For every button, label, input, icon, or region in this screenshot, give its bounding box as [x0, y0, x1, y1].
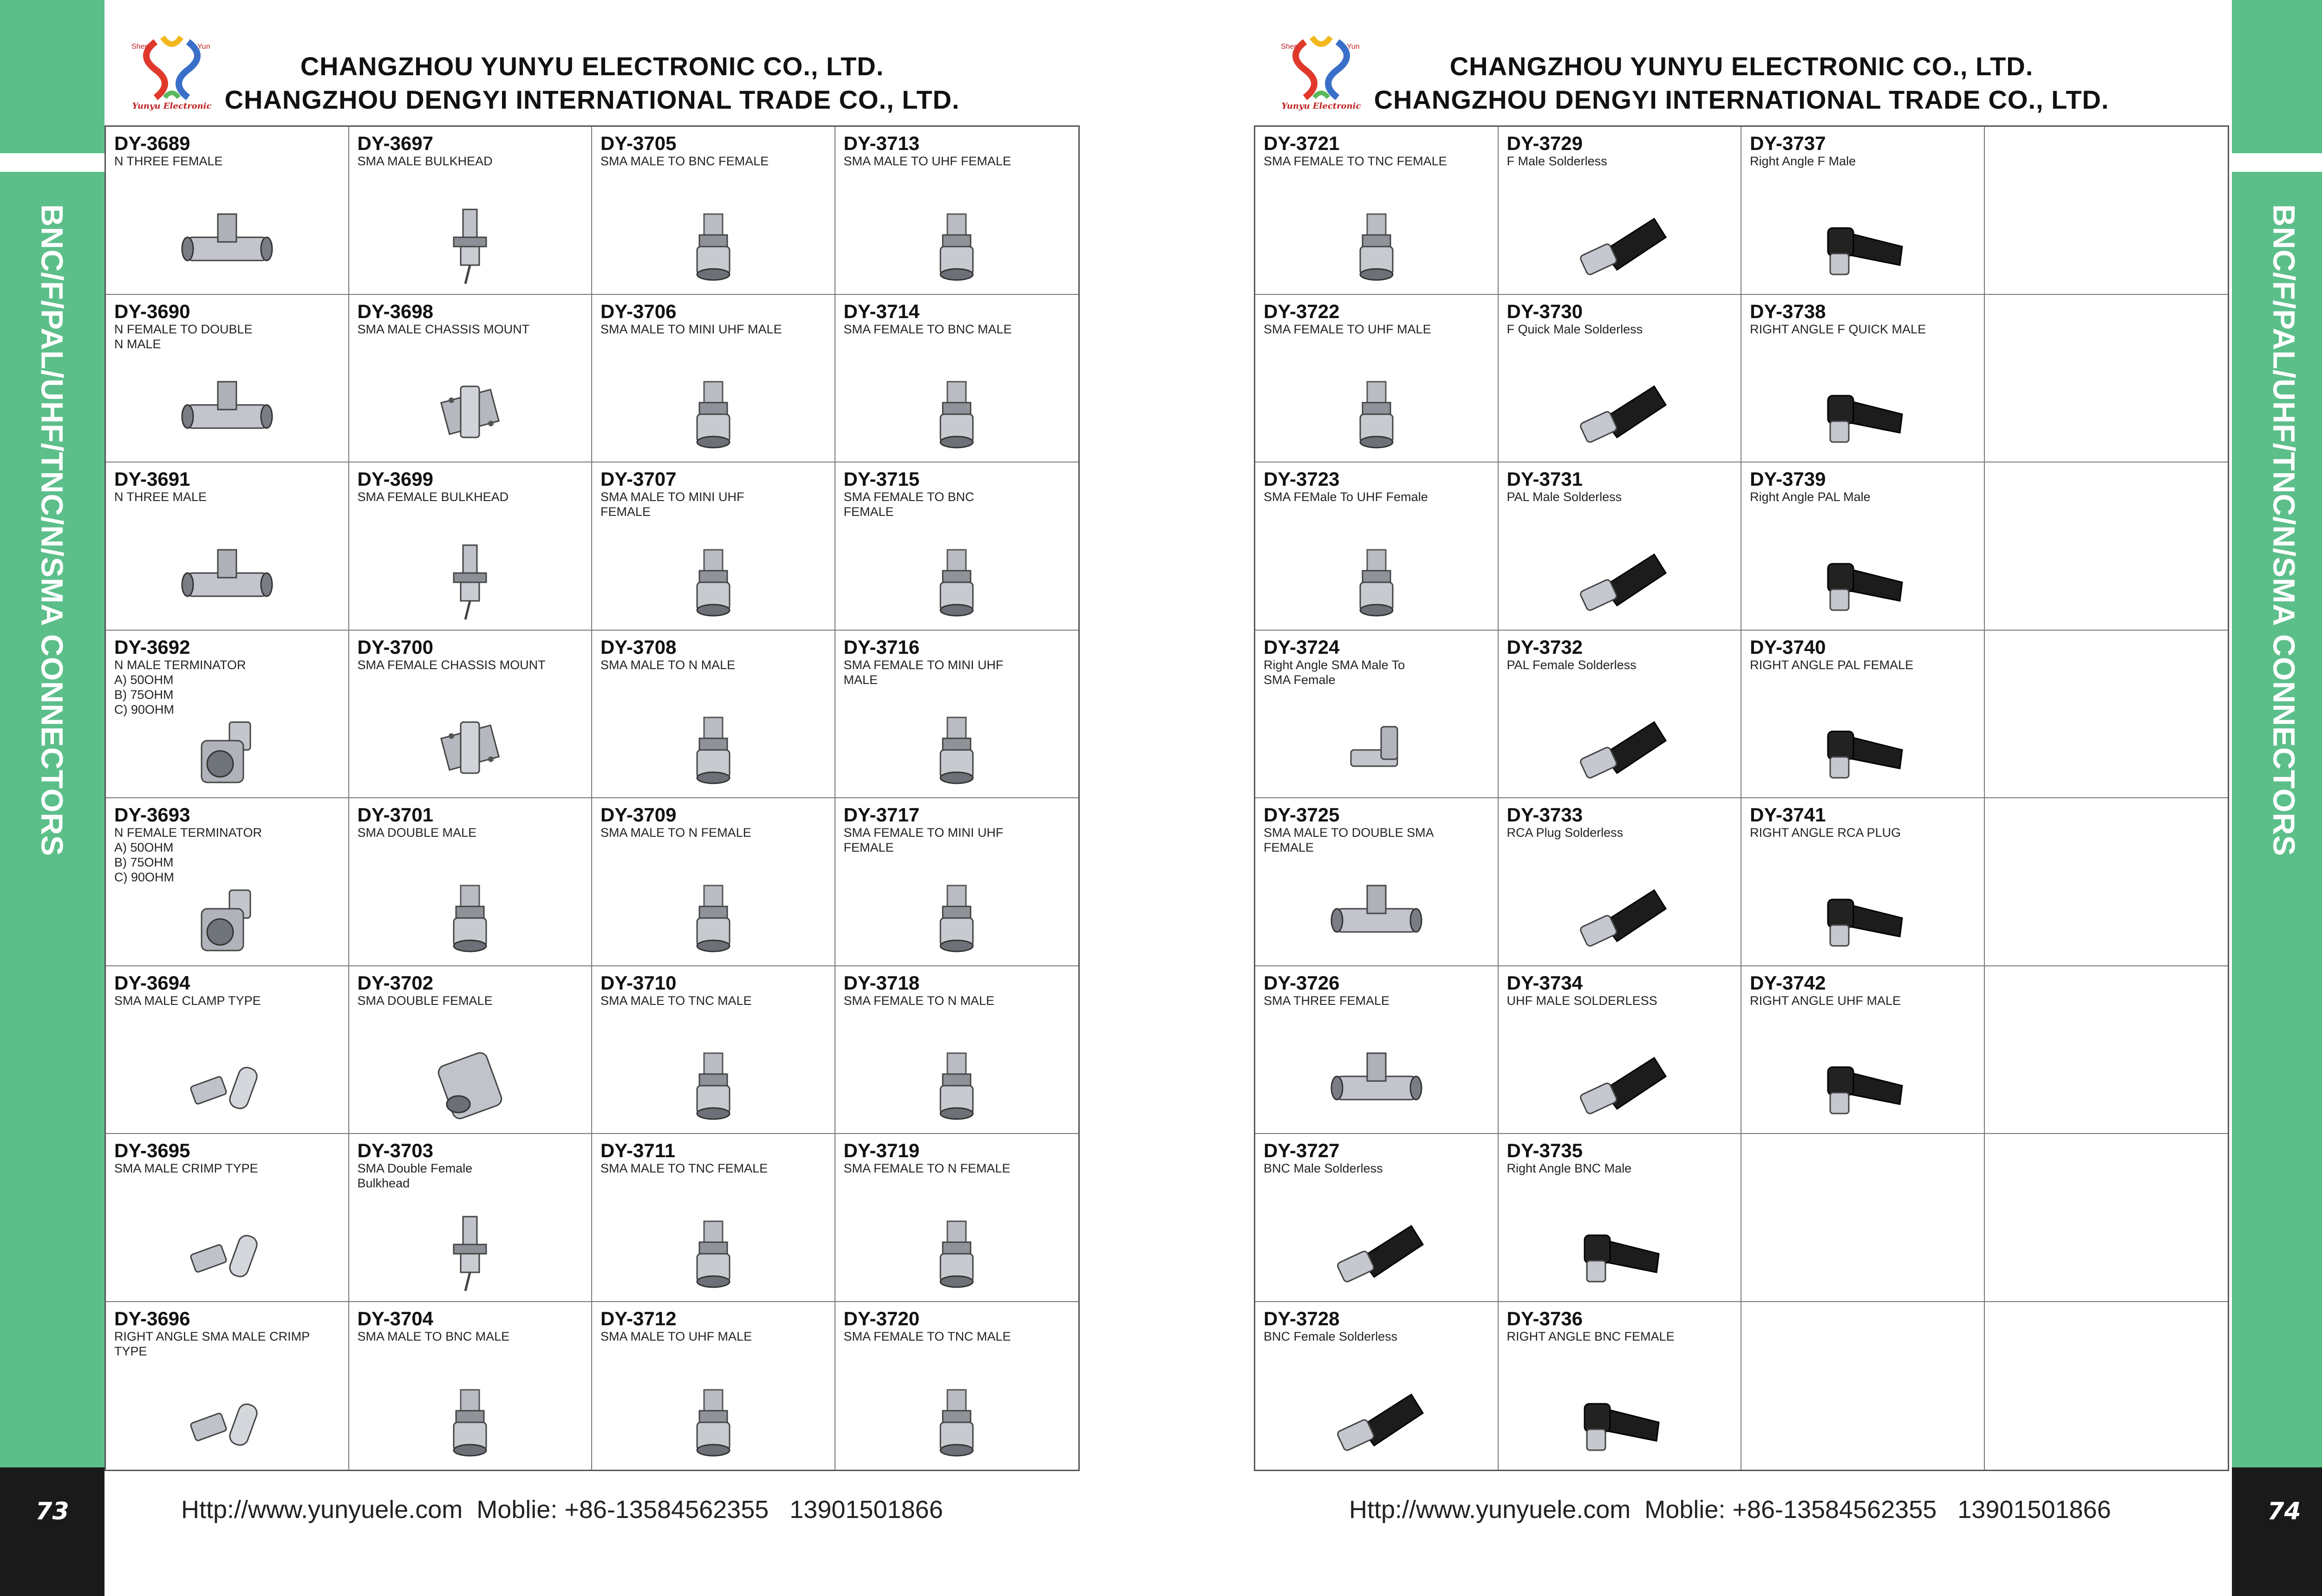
logo-text: Yunyu Electronic — [132, 101, 212, 111]
plug-boot-icon — [1566, 1039, 1673, 1127]
adapter-icon — [1323, 536, 1430, 624]
product-description: PAL Female Solderless — [1507, 658, 1637, 672]
product-cell — [835, 1134, 1079, 1302]
product-cell — [349, 463, 593, 631]
product-code: DY-3730 — [1507, 300, 1583, 322]
product-description: F Quick Male Solderless — [1507, 322, 1643, 336]
product-description: SMA FEMALE TO UHF MALE — [1264, 322, 1431, 336]
adapter-icon — [903, 1376, 1010, 1464]
product-code: DY-3720 — [843, 1307, 920, 1329]
product-description: N FEMALE TO DOUBLE N MALE — [114, 322, 253, 351]
product-cell — [349, 1302, 593, 1470]
product-cell — [1499, 127, 1742, 295]
right-angle-plug-icon — [1809, 704, 1916, 792]
product-description: SMA Double Female Bulkhead — [357, 1161, 473, 1190]
product-code: DY-3699 — [357, 468, 433, 490]
right-side-band — [2232, 0, 2322, 1596]
product-description: SMA MALE TO MINI UHF MALE — [600, 322, 782, 336]
product-cell — [835, 966, 1079, 1134]
product-description: UHF MALE SOLDERLESS — [1507, 993, 1657, 1008]
product-code: DY-3736 — [1507, 1307, 1583, 1329]
product-code: DY-3712 — [600, 1307, 677, 1329]
product-cell — [592, 295, 835, 463]
product-cell — [349, 631, 593, 799]
product-code: DY-3693 — [114, 804, 190, 826]
product-cell — [106, 966, 349, 1134]
product-description: SMA FEMale To UHF Female — [1264, 490, 1428, 504]
crimp-connector-icon — [174, 1207, 280, 1296]
product-code: DY-3721 — [1264, 132, 1340, 154]
adapter-icon — [660, 1376, 767, 1464]
product-cell — [349, 966, 593, 1134]
product-code: DY-3692 — [114, 636, 190, 658]
page-number: 74 — [2267, 1498, 2301, 1525]
product-description: SMA FEMALE TO BNC FEMALE — [843, 490, 974, 519]
product-code: DY-3715 — [843, 468, 920, 490]
tee-connector-icon — [174, 368, 280, 456]
product-cell — [592, 798, 835, 966]
product-cell — [835, 1302, 1079, 1470]
company-name-1: CHANGZHOU YUNYU ELECTRONIC CO., LTD. — [300, 52, 884, 81]
product-description: SMA MALE CLAMP TYPE — [114, 993, 261, 1008]
product-cell — [592, 1302, 835, 1470]
product-cell — [1499, 798, 1742, 966]
product-cell — [1255, 631, 1499, 799]
tee-connector-icon — [1323, 1039, 1430, 1127]
product-description: SMA FEMALE CHASSIS MOUNT — [357, 658, 546, 672]
product-description: RIGHT ANGLE RCA PLUG — [1750, 826, 1901, 840]
product-code: DY-3701 — [357, 804, 433, 826]
product-description: SMA MALE TO TNC FEMALE — [600, 1161, 768, 1175]
product-code: DY-3718 — [843, 971, 920, 994]
product-description: SMA MALE TO TNC MALE — [600, 993, 752, 1008]
adapter-icon — [660, 704, 767, 792]
adapter-icon — [660, 872, 767, 960]
product-cell — [835, 631, 1079, 799]
left-side-band — [0, 0, 104, 1596]
chassis-connector-icon — [417, 368, 523, 456]
product-cell — [1255, 798, 1499, 966]
logo-text: Yunyu Electronic — [1281, 101, 1361, 111]
product-description: N FEMALE TERMINATOR A) 50OHM B) 75OHM C) 90OHM — [114, 826, 262, 884]
product-code: DY-3700 — [357, 636, 433, 658]
product-code: DY-3716 — [843, 636, 920, 658]
product-cell — [1255, 127, 1499, 295]
product-description: SMA THREE FEMALE — [1264, 993, 1390, 1008]
product-cell — [1742, 631, 1985, 799]
page-number: 73 — [35, 1498, 69, 1525]
adapter-icon — [660, 1039, 767, 1127]
side-green-top — [0, 0, 104, 153]
company-name-2: CHANGZHOU DENGYI INTERNATIONAL TRADE CO., LTD. — [224, 85, 960, 114]
right-angle-plug-icon — [1566, 1376, 1673, 1464]
empty-cell — [1742, 1302, 1985, 1470]
company-logo: Shen Yun Yunyu Electronic — [123, 33, 221, 116]
barrel-connector-icon — [417, 1039, 523, 1127]
product-description: SMA MALE TO N MALE — [600, 658, 736, 672]
adapter-icon — [660, 368, 767, 456]
product-code: DY-3698 — [357, 300, 433, 322]
elbow-adapter-icon — [1323, 704, 1430, 792]
empty-cell — [1985, 1302, 2228, 1470]
product-cell — [1742, 463, 1985, 631]
product-cell — [1255, 463, 1499, 631]
adapter-icon — [903, 368, 1010, 456]
product-cell — [349, 1134, 593, 1302]
tee-connector-icon — [1323, 872, 1430, 960]
bulkhead-connector-icon — [417, 200, 523, 288]
plug-boot-icon — [1566, 704, 1673, 792]
right-angle-plug-icon — [1809, 1039, 1916, 1127]
product-description: Right Angle PAL Male — [1750, 490, 1871, 504]
product-description: SMA FEMALE TO MINI UHF FEMALE — [843, 826, 1004, 854]
adapter-icon — [417, 872, 523, 960]
product-description: BNC Female Solderless — [1264, 1329, 1398, 1343]
product-code: DY-3732 — [1507, 636, 1583, 658]
product-cell — [835, 798, 1079, 966]
crimp-connector-icon — [174, 1039, 280, 1127]
product-cell — [106, 295, 349, 463]
product-cell — [835, 295, 1079, 463]
product-code: DY-3710 — [600, 971, 677, 994]
adapter-icon — [903, 704, 1010, 792]
product-cell — [1742, 295, 1985, 463]
product-code: DY-3704 — [357, 1307, 433, 1329]
product-grid — [104, 125, 1080, 1471]
product-description: F Male Solderless — [1507, 154, 1607, 168]
product-cell — [349, 295, 593, 463]
product-cell — [592, 966, 835, 1134]
empty-cell — [1985, 127, 2228, 295]
company-name-1: CHANGZHOU YUNYU ELECTRONIC CO., LTD. — [1449, 52, 2034, 81]
plug-boot-icon — [1323, 1376, 1430, 1464]
contact-line: Http://www.yunyuele.com Moblie: +86-13584562355 13901501866 — [181, 1496, 943, 1524]
right-angle-plug-icon — [1809, 536, 1916, 624]
empty-cell — [1985, 463, 2228, 631]
right-angle-plug-icon — [1809, 200, 1916, 288]
adapter-icon — [903, 200, 1010, 288]
product-cell — [835, 463, 1079, 631]
product-description: SMA DOUBLE FEMALE — [357, 993, 493, 1008]
terminator-icon — [174, 872, 280, 960]
adapter-icon — [660, 1207, 767, 1296]
product-description: SMA MALE BULKHEAD — [357, 154, 493, 168]
product-cell — [1499, 295, 1742, 463]
product-cell — [1499, 463, 1742, 631]
product-cell — [349, 798, 593, 966]
product-description: SMA MALE TO DOUBLE SMA FEMALE — [1264, 826, 1434, 854]
product-code: DY-3703 — [357, 1140, 433, 1161]
product-description: PAL Male Solderless — [1507, 490, 1622, 504]
plug-boot-icon — [1566, 368, 1673, 456]
product-description: RIGHT ANGLE BNC FEMALE — [1507, 1329, 1675, 1343]
product-cell — [349, 127, 593, 295]
adapter-icon — [903, 1207, 1010, 1296]
plug-boot-icon — [1566, 536, 1673, 624]
product-code: DY-3727 — [1264, 1140, 1340, 1161]
product-code: DY-3702 — [357, 971, 433, 994]
product-description: SMA FEMALE TO N FEMALE — [843, 1161, 1011, 1175]
product-description: SMA MALE TO BNC FEMALE — [600, 154, 769, 168]
product-code: DY-3696 — [114, 1307, 190, 1329]
chassis-connector-icon — [417, 704, 523, 792]
product-code: DY-3728 — [1264, 1307, 1340, 1329]
product-cell — [106, 1302, 349, 1470]
product-cell — [1499, 1302, 1742, 1470]
adapter-icon — [417, 1376, 523, 1464]
product-cell — [1499, 631, 1742, 799]
product-cell — [835, 127, 1079, 295]
empty-cell — [1985, 631, 2228, 799]
empty-cell — [1985, 1134, 2228, 1302]
plug-boot-icon — [1566, 200, 1673, 288]
side-black-foot — [2232, 1467, 2322, 1596]
product-code: DY-3706 — [600, 300, 677, 322]
page-header — [104, 28, 1080, 121]
adapter-icon — [660, 200, 767, 288]
product-code: DY-3690 — [114, 300, 190, 322]
product-cell — [1742, 966, 1985, 1134]
product-description: N THREE MALE — [114, 490, 207, 504]
adapter-icon — [660, 536, 767, 624]
product-cell — [1499, 1134, 1742, 1302]
page-footer — [1254, 1495, 2229, 1532]
product-cell — [1255, 1134, 1499, 1302]
product-description: RIGHT ANGLE SMA MALE CRIMP TYPE — [114, 1329, 310, 1358]
product-code: DY-3694 — [114, 971, 190, 994]
product-description: RIGHT ANGLE F QUICK MALE — [1750, 322, 1926, 336]
product-description: SMA MALE TO UHF MALE — [600, 1329, 752, 1343]
product-cell — [1742, 798, 1985, 966]
product-cell — [592, 631, 835, 799]
product-description: SMA FEMALE TO MINI UHF MALE — [843, 658, 1004, 687]
product-cell — [1255, 1302, 1499, 1470]
terminator-icon — [174, 704, 280, 792]
side-green-top — [2232, 0, 2322, 153]
product-code: DY-3724 — [1264, 636, 1340, 658]
product-description: SMA MALE TO UHF FEMALE — [843, 154, 1011, 168]
product-code: DY-3714 — [843, 300, 920, 322]
product-description: Right Angle F Male — [1750, 154, 1856, 168]
empty-cell — [1985, 798, 2228, 966]
product-code: DY-3725 — [1264, 804, 1340, 826]
plug-boot-icon — [1323, 1207, 1430, 1296]
product-code: DY-3742 — [1750, 971, 1826, 994]
adapter-icon — [903, 536, 1010, 624]
product-description: SMA FEMALE TO BNC MALE — [843, 322, 1012, 336]
product-code: DY-3689 — [114, 132, 190, 154]
product-code: DY-3707 — [600, 468, 677, 490]
product-description: SMA MALE TO BNC MALE — [357, 1329, 510, 1343]
product-code: DY-3711 — [600, 1140, 676, 1161]
product-description: SMA FEMALE TO N MALE — [843, 993, 995, 1008]
product-code: DY-3729 — [1507, 132, 1583, 154]
product-description: Right Angle SMA Male To SMA Female — [1264, 658, 1405, 687]
product-description: RIGHT ANGLE UHF MALE — [1750, 993, 1901, 1008]
product-code: DY-3734 — [1507, 971, 1583, 994]
product-description: SMA MALE TO N FEMALE — [600, 826, 751, 840]
product-description: SMA FEMALE TO TNC MALE — [843, 1329, 1011, 1343]
right-angle-plug-icon — [1809, 368, 1916, 456]
product-cell — [106, 463, 349, 631]
product-description: SMA FEMALE BULKHEAD — [357, 490, 509, 504]
side-title: BNC/F/PAL/UHF/TNC/N/SMA CONNECTORS — [35, 204, 70, 857]
side-title: BNC/F/PAL/UHF/TNC/N/SMA CONNECTORS — [2267, 204, 2302, 857]
tee-connector-icon — [174, 536, 280, 624]
page-73 — [104, 0, 1080, 1596]
product-code: DY-3708 — [600, 636, 677, 658]
plug-boot-icon — [1566, 872, 1673, 960]
product-code: DY-3723 — [1264, 468, 1340, 490]
product-code: DY-3722 — [1264, 300, 1340, 322]
product-code: DY-3739 — [1750, 468, 1826, 490]
bulkhead-connector-icon — [417, 536, 523, 624]
product-code: DY-3691 — [114, 468, 190, 490]
product-cell — [106, 127, 349, 295]
right-angle-plug-icon — [1566, 1207, 1673, 1296]
product-cell — [1255, 295, 1499, 463]
product-description: N MALE TERMINATOR A) 50OHM B) 75OHM C) 90OHM — [114, 658, 246, 717]
contact-line: Http://www.yunyuele.com Moblie: +86-13584562355 13901501866 — [1349, 1496, 2111, 1524]
product-code: DY-3731 — [1507, 468, 1583, 490]
product-code: DY-3705 — [600, 132, 677, 154]
product-code: DY-3741 — [1750, 804, 1826, 826]
product-cell — [106, 798, 349, 966]
page-footer — [104, 1495, 1080, 1532]
empty-cell — [1742, 1134, 1985, 1302]
product-cell — [106, 631, 349, 799]
product-grid — [1254, 125, 2229, 1471]
right-angle-plug-icon — [1809, 872, 1916, 960]
crimp-connector-icon — [174, 1376, 280, 1464]
bulkhead-connector-icon — [417, 1207, 523, 1296]
page-74 — [1254, 0, 2229, 1596]
tee-connector-icon — [174, 200, 280, 288]
product-code: DY-3695 — [114, 1140, 190, 1161]
product-description: RIGHT ANGLE PAL FEMALE — [1750, 658, 1914, 672]
product-description: SMA MALE CHASSIS MOUNT — [357, 322, 530, 336]
side-black-foot — [0, 1467, 104, 1596]
company-name-2: CHANGZHOU DENGYI INTERNATIONAL TRADE CO., LTD. — [1374, 85, 2109, 114]
product-description: RCA Plug Solderless — [1507, 826, 1624, 840]
product-code: DY-3719 — [843, 1140, 920, 1161]
product-description: SMA MALE CRIMP TYPE — [114, 1161, 258, 1175]
product-code: DY-3697 — [357, 132, 433, 154]
company-logo: Shen Yun Yunyu Electronic — [1272, 33, 1370, 116]
adapter-icon — [903, 872, 1010, 960]
product-code: DY-3713 — [843, 132, 920, 154]
product-code: DY-3733 — [1507, 804, 1583, 826]
product-code: DY-3738 — [1750, 300, 1826, 322]
empty-cell — [1985, 966, 2228, 1134]
adapter-icon — [903, 1039, 1010, 1127]
page-header — [1254, 28, 2229, 121]
product-cell — [1499, 966, 1742, 1134]
product-cell — [592, 127, 835, 295]
product-cell — [1255, 966, 1499, 1134]
product-code: DY-3717 — [843, 804, 920, 826]
product-code: DY-3737 — [1750, 132, 1826, 154]
product-description: SMA DOUBLE MALE — [357, 826, 477, 840]
product-description: SMA FEMALE TO TNC FEMALE — [1264, 154, 1447, 168]
product-description: Right Angle BNC Male — [1507, 1161, 1632, 1175]
product-code: DY-3740 — [1750, 636, 1826, 658]
product-code: DY-3735 — [1507, 1140, 1583, 1161]
adapter-icon — [1323, 200, 1430, 288]
product-description: SMA MALE TO MINI UHF FEMALE — [600, 490, 744, 519]
product-cell — [1742, 127, 1985, 295]
product-description: BNC Male Solderless — [1264, 1161, 1383, 1175]
product-code: DY-3709 — [600, 804, 677, 826]
product-cell — [106, 1134, 349, 1302]
product-cell — [592, 463, 835, 631]
product-description: N THREE FEMALE — [114, 154, 223, 168]
empty-cell — [1985, 295, 2228, 463]
adapter-icon — [1323, 368, 1430, 456]
product-code: DY-3726 — [1264, 971, 1340, 994]
product-cell — [592, 1134, 835, 1302]
